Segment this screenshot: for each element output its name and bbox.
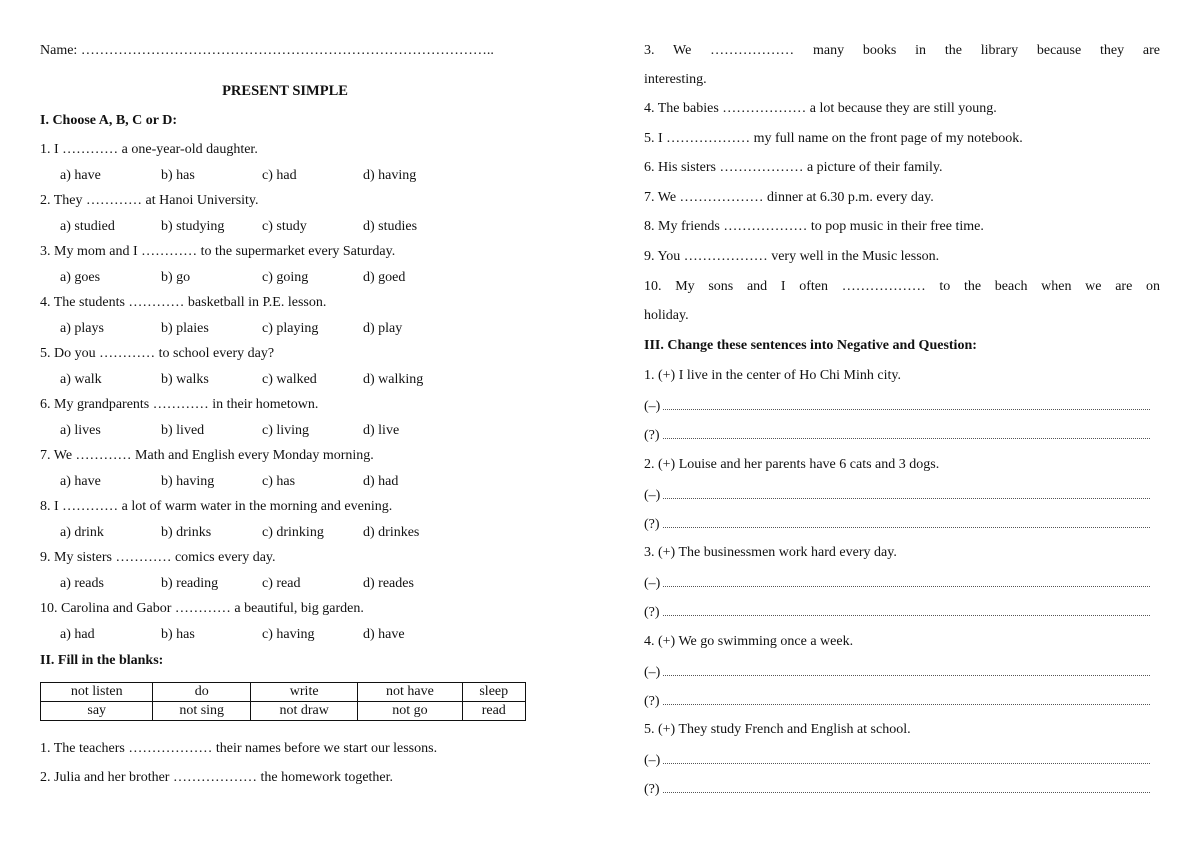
answer-option[interactable]: d) having (363, 168, 417, 183)
answer-option[interactable]: c) read (262, 576, 301, 591)
negative-prefix: (–) (644, 576, 661, 591)
answer-option[interactable]: a) lives (60, 423, 101, 438)
section2-heading: II. Fill in the blanks: (40, 653, 164, 668)
question-text: 6. My grandparents ………… in their hometown. (40, 397, 319, 412)
question-text: 7. We ………… Math and English every Monday morning. (40, 448, 374, 463)
answer-option[interactable]: d) live (363, 423, 400, 438)
fill-sentence: 3. We ……………… many books in the library because they are (644, 43, 1160, 58)
answer-option[interactable]: d) had (363, 474, 399, 489)
dotted-blank[interactable] (663, 397, 1150, 410)
answer-option[interactable]: d) reades (363, 576, 414, 591)
answer-option[interactable]: b) drinks (161, 525, 212, 540)
negative-answer-line[interactable] (644, 663, 1150, 681)
answer-options (60, 371, 464, 389)
answer-option[interactable]: b) has (161, 168, 195, 183)
answer-options (60, 422, 464, 440)
fill-sentence: 2. Julia and her brother ……………… the homework together. (40, 770, 394, 785)
affirmative-sentence: 4. (+) We go swimming once a week. (644, 634, 854, 649)
negative-prefix: (–) (644, 488, 661, 503)
answer-option[interactable]: c) study (262, 219, 307, 234)
dotted-blank[interactable] (663, 751, 1150, 764)
answer-options (60, 167, 464, 185)
dotted-blank[interactable] (663, 603, 1150, 616)
page-title: PRESENT SIMPLE (222, 83, 348, 99)
answer-option[interactable]: d) walking (363, 372, 424, 387)
answer-option[interactable]: c) drinking (262, 525, 324, 540)
negative-answer-line[interactable] (644, 751, 1150, 769)
question-prefix: (?) (644, 428, 660, 443)
answer-option[interactable]: b) lived (161, 423, 205, 438)
answer-option[interactable]: c) has (262, 474, 296, 489)
answer-option[interactable]: a) drink (60, 525, 104, 540)
answer-option[interactable]: c) playing (262, 321, 319, 336)
fill-sentence: 10. My sons and I often ……………… to the beach when we are on (644, 279, 1160, 294)
negative-answer-line[interactable] (644, 397, 1150, 415)
question-text: 10. Carolina and Gabor ………… a beautiful, big garden. (40, 601, 364, 616)
answer-options (60, 473, 464, 491)
answer-options (60, 575, 464, 593)
question-text: 4. The students ………… basketball in P.E. lesson. (40, 295, 327, 310)
word-cell: write (250, 683, 357, 702)
answer-option[interactable]: b) go (161, 270, 191, 285)
question-prefix: (?) (644, 517, 660, 532)
answer-option[interactable]: d) goed (363, 270, 406, 285)
affirmative-sentence: 1. (+) I live in the center of Ho Chi Minh city. (644, 368, 901, 383)
answer-option[interactable]: c) having (262, 627, 315, 642)
answer-option[interactable]: b) reading (161, 576, 219, 591)
word-box-row (41, 683, 526, 702)
word-box-row (41, 702, 526, 721)
question-text: 8. I ………… a lot of warm water in the morning and evening. (40, 499, 393, 514)
negative-prefix: (–) (644, 753, 661, 768)
fill-sentence: 5. I ……………… my full name on the front page of my notebook. (644, 131, 1023, 146)
question-text: 9. My sisters ………… comics every day. (40, 550, 276, 565)
answer-option[interactable]: d) studies (363, 219, 418, 234)
word-cell: not go (358, 702, 462, 721)
dotted-blank[interactable] (663, 515, 1150, 528)
answer-option[interactable]: b) has (161, 627, 195, 642)
word-cell: not listen (41, 683, 153, 702)
affirmative-sentence: 2. (+) Louise and her parents have 6 cats and 3 dogs. (644, 457, 940, 472)
answer-option[interactable]: a) have (60, 168, 101, 183)
question-answer-line[interactable] (644, 603, 1150, 621)
answer-option[interactable]: b) plaies (161, 321, 209, 336)
word-cell: sleep (462, 683, 526, 702)
answer-option[interactable]: c) going (262, 270, 309, 285)
affirmative-sentence: 3. (+) The businessmen work hard every day. (644, 545, 897, 560)
dotted-blank[interactable] (663, 486, 1150, 499)
affirmative-sentence: 5. (+) They study French and English at school. (644, 722, 911, 737)
answer-option[interactable]: a) reads (60, 576, 104, 591)
fill-sentence: 8. My friends ……………… to pop music in their free time. (644, 219, 984, 234)
name-line: Name: …………………………………………………………………………….. (40, 43, 494, 58)
word-cell: not sing (153, 702, 251, 721)
question-answer-line[interactable] (644, 780, 1150, 798)
question-text: 1. I ………… a one-year-old daughter. (40, 142, 258, 157)
answer-option[interactable]: c) had (262, 168, 297, 183)
question-answer-line[interactable] (644, 692, 1150, 710)
answer-options (60, 269, 464, 287)
question-answer-line[interactable] (644, 515, 1150, 533)
answer-option[interactable]: d) play (363, 321, 403, 336)
word-cell: not have (358, 683, 462, 702)
negative-answer-line[interactable] (644, 486, 1150, 504)
question-text: 5. Do you ………… to school every day? (40, 346, 275, 361)
word-cell: not draw (250, 702, 357, 721)
question-answer-line[interactable] (644, 426, 1150, 444)
answer-option[interactable]: b) walks (161, 372, 209, 387)
answer-options (60, 218, 464, 236)
answer-option[interactable]: a) studied (60, 219, 115, 234)
answer-option[interactable]: a) have (60, 474, 101, 489)
answer-option[interactable]: c) walked (262, 372, 317, 387)
question-prefix: (?) (644, 782, 660, 797)
word-cell: say (41, 702, 153, 721)
dotted-blank[interactable] (663, 574, 1150, 587)
dotted-blank[interactable] (663, 692, 1150, 705)
fill-sentence: 4. The babies ……………… a lot because they are still young. (644, 101, 997, 116)
answer-option[interactable]: a) plays (60, 321, 104, 336)
answer-options (60, 320, 464, 338)
fill-sentence: 7. We ……………… dinner at 6.30 p.m. every day. (644, 190, 934, 205)
answer-options (60, 626, 464, 644)
question-text: 2. They ………… at Hanoi University. (40, 193, 259, 208)
answer-option[interactable]: c) living (262, 423, 310, 438)
negative-prefix: (–) (644, 399, 661, 414)
fill-sentence-continued: holiday. (644, 308, 689, 323)
negative-prefix: (–) (644, 665, 661, 680)
answer-option[interactable]: a) walk (60, 372, 102, 387)
dotted-blank[interactable] (663, 780, 1150, 793)
word-cell: read (462, 702, 526, 721)
dotted-blank[interactable] (663, 426, 1150, 439)
section1-heading: I. Choose A, B, C or D: (40, 113, 178, 128)
question-prefix: (?) (644, 694, 660, 709)
answer-options (60, 524, 464, 542)
question-text: 3. My mom and I ………… to the supermarket every Saturday. (40, 244, 396, 259)
answer-option[interactable]: b) studying (161, 219, 225, 234)
answer-option[interactable]: a) goes (60, 270, 101, 285)
answer-option[interactable]: d) drinkes (363, 525, 420, 540)
answer-option[interactable]: b) having (161, 474, 215, 489)
question-prefix: (?) (644, 605, 660, 620)
answer-option[interactable]: d) have (363, 627, 405, 642)
fill-sentence: 6. His sisters ……………… a picture of their family. (644, 160, 943, 175)
dotted-blank[interactable] (663, 663, 1150, 676)
word-box (40, 682, 526, 721)
section3-heading: III. Change these sentences into Negative and Question: (644, 338, 977, 353)
answer-option[interactable]: a) had (60, 627, 95, 642)
fill-sentence: 9. You ……………… very well in the Music lesson. (644, 249, 940, 264)
fill-sentence: 1. The teachers ……………… their names before we start our lessons. (40, 741, 438, 756)
negative-answer-line[interactable] (644, 574, 1150, 592)
word-cell: do (153, 683, 251, 702)
fill-sentence-continued: interesting. (644, 72, 707, 87)
